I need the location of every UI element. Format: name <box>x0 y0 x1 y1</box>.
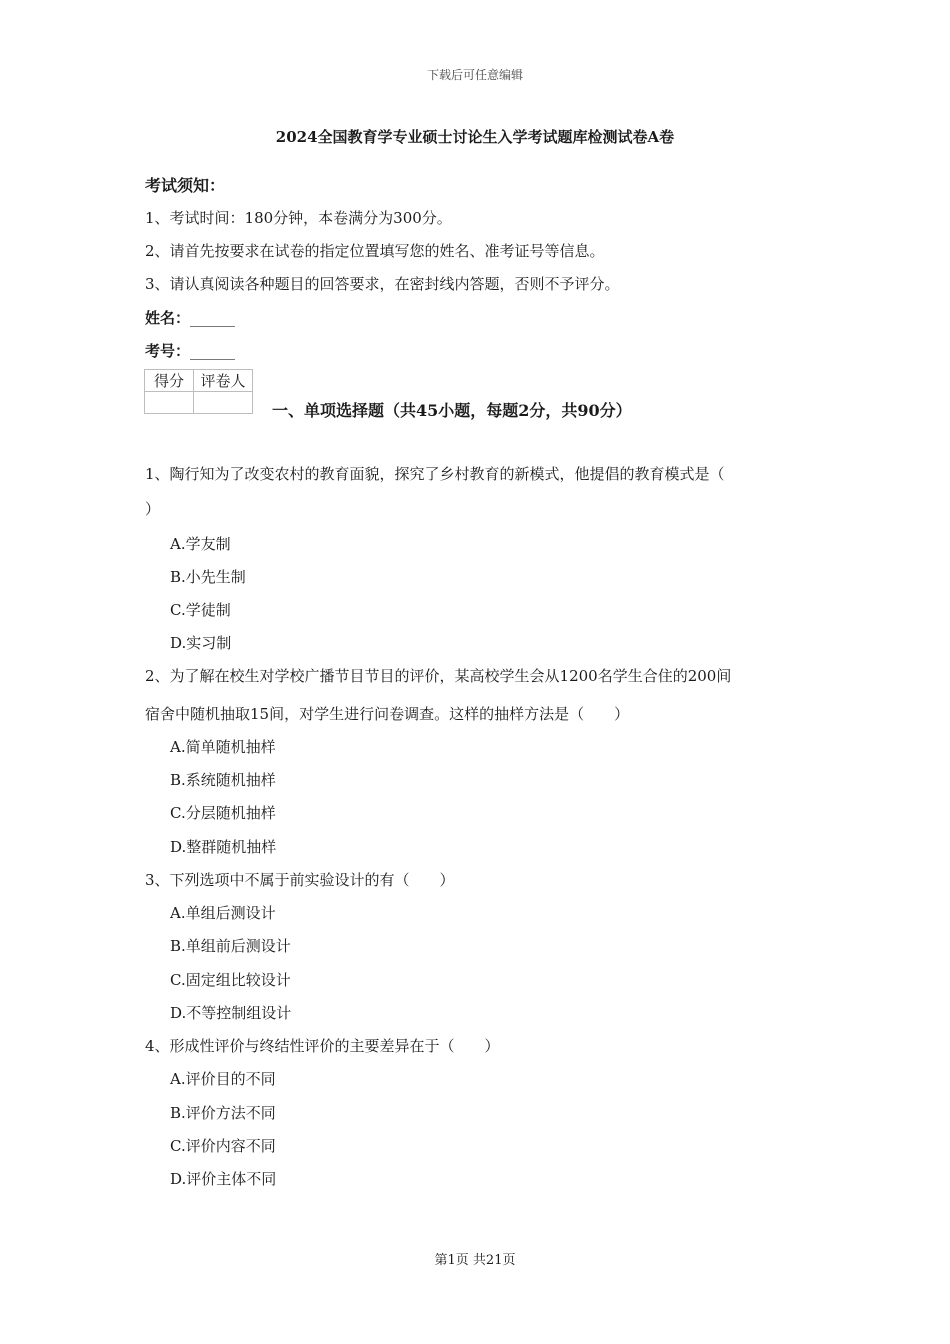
page-number: 第1页 共21页 <box>434 1253 516 1268</box>
score-table-header-row <box>145 370 253 392</box>
score-table-blank-row <box>145 392 253 414</box>
option: B.单组前后测设计 <box>170 937 291 955</box>
question-line: 2、为了解在校生对学校广播节目节目的评价，某高校学生会从1200名学生合住的200间 <box>145 667 732 685</box>
option: C.固定组比较设计 <box>170 971 291 989</box>
option: A.单组后测设计 <box>170 904 276 922</box>
option: A.简单随机抽样 <box>170 738 276 756</box>
score-cell <box>145 392 194 414</box>
exam-number-blank: ______ <box>190 342 236 360</box>
name-field <box>145 307 235 328</box>
option: D.评价主体不同 <box>170 1170 277 1188</box>
header-note: 下载后可任意编辑 <box>426 68 523 82</box>
option: A.评价目的不同 <box>170 1070 276 1088</box>
option: C.学徒制 <box>170 601 231 619</box>
question-line: 4、形成性评价与终结性评价的主要差异在于（ ） <box>145 1037 500 1055</box>
option: D.不等控制组设计 <box>170 1004 292 1022</box>
grader-header: 评卷人 <box>194 370 253 392</box>
notice-item: 3、请认真阅读各种题目的回答要求，在密封线内答题，否则不予评分。 <box>145 275 620 293</box>
option: A.学友制 <box>170 535 231 553</box>
notice-item: 1、考试时间：180分钟，本卷满分为300分。 <box>145 209 452 227</box>
option: D.整群随机抽样 <box>170 838 277 856</box>
notice-item: 2、请首先按要求在试卷的指定位置填写您的姓名、准考证号等信息。 <box>145 242 605 260</box>
option: C.分层随机抽样 <box>170 804 276 822</box>
score-header: 得分 <box>145 370 194 392</box>
exam-number-label: 考号： <box>145 342 191 360</box>
question-line: 1、陶行知为了改变农村的教育面貌，探究了乡村教育的新模式，他提倡的教育模式是（ <box>145 465 725 483</box>
question-line: ） <box>145 500 161 518</box>
question-line: 3、下列选项中不属于前实验设计的有（ ） <box>145 871 455 889</box>
score-table <box>144 369 253 414</box>
section-title: 一、单项选择题（共45小题，每题2分，共90分） <box>272 401 632 420</box>
option: C.评价内容不同 <box>170 1137 276 1155</box>
document-title: 2024全国教育学专业硕士讨论生入学考试题库检测试卷A卷 <box>275 128 675 146</box>
option: B.小先生制 <box>170 568 246 586</box>
exam-number-field <box>145 340 235 361</box>
option: B.评价方法不同 <box>170 1104 276 1122</box>
name-blank: ______ <box>190 309 236 327</box>
name-label: 姓名： <box>145 309 191 327</box>
question-line: 宿舍中随机抽取15间，对学生进行问卷调查。这样的抽样方法是（ ） <box>145 705 630 723</box>
notice-heading: 考试须知： <box>145 176 226 195</box>
grader-cell <box>194 392 253 414</box>
option: D.实习制 <box>170 634 232 652</box>
option: B.系统随机抽样 <box>170 771 276 789</box>
